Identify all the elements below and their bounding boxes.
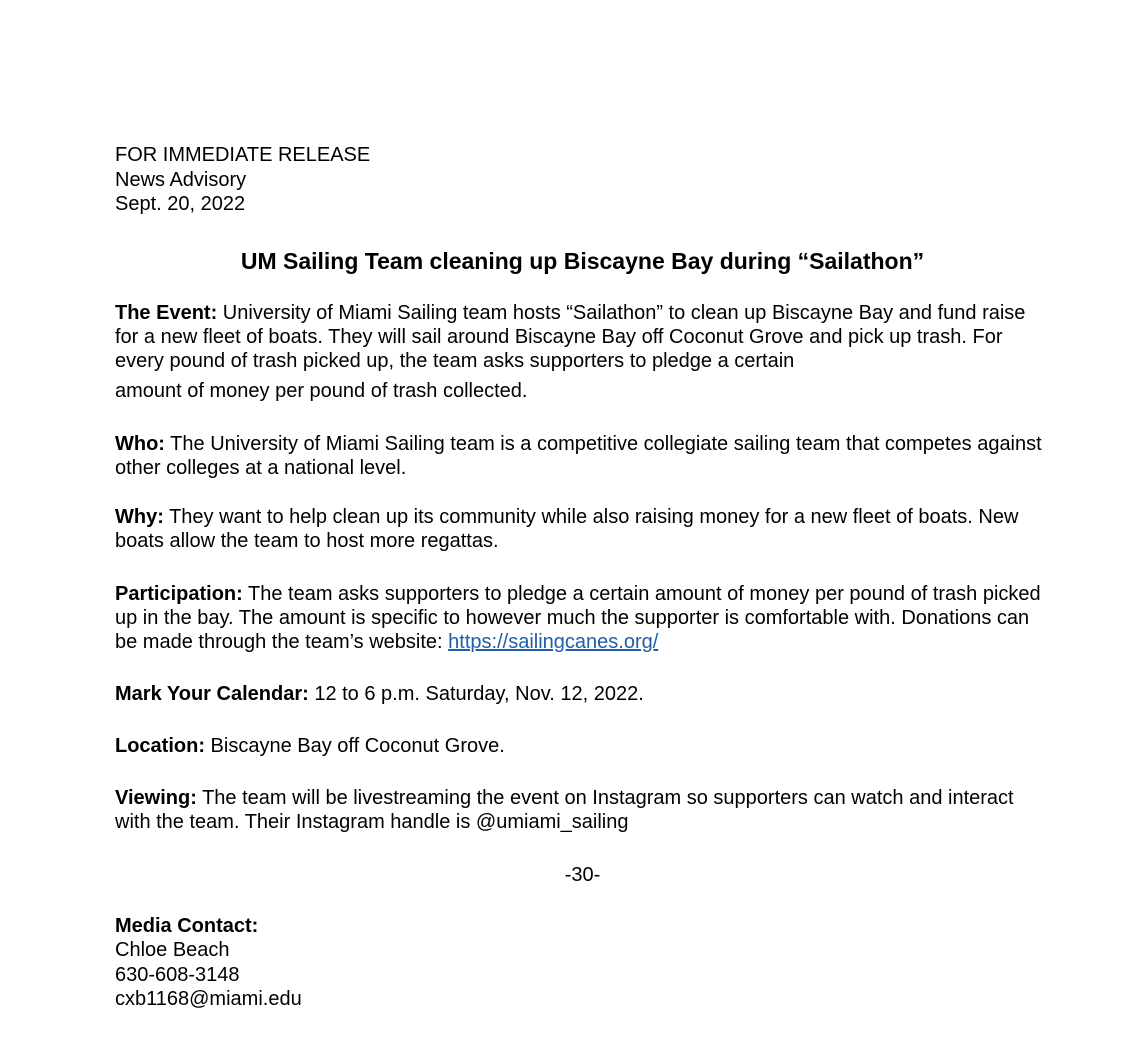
section-participation bbox=[115, 582, 1050, 654]
viewing-label: Viewing: bbox=[115, 786, 197, 809]
media-contact bbox=[115, 914, 1050, 1012]
end-mark: -30- bbox=[564, 863, 601, 886]
contact-email: cxb1168@miami.edu bbox=[115, 988, 302, 1010]
section-who bbox=[115, 432, 1050, 480]
release-status: FOR IMMEDIATE RELEASE bbox=[115, 144, 371, 166]
section-location bbox=[115, 734, 1050, 758]
release-type: News Advisory bbox=[115, 168, 247, 191]
viewing-text: The team will be livestreaming the event on Instagram so supporters can watch and interact with the team. Their Instagram handle is @umiami_sailing bbox=[115, 786, 1014, 833]
headline: UM Sailing Team cleaning up Biscayne Bay during “Sailathon” bbox=[240, 247, 925, 274]
release-header bbox=[115, 143, 1050, 217]
section-viewing bbox=[115, 786, 1050, 834]
contact-phone: 630-608-3148 bbox=[115, 963, 240, 986]
participation-label: Participation: bbox=[115, 582, 243, 605]
event-text: University of Miami Sailing team hosts “Sailathon” to clean up Biscayne Bay and fund raise for a new fleet of boats. They will sail around Biscayne Bay off Coconut Grove and pick up trash. For every pound of trash picked up, the team asks supporters to pledge a certain bbox=[115, 301, 1026, 372]
donation-website-link[interactable]: https://sailingcanes.org/ bbox=[448, 630, 659, 653]
who-text: The University of Miami Sailing team is a competitive collegiate sailing team that competes against other colleges at a national level. bbox=[115, 432, 1042, 479]
calendar-text: 12 to 6 p.m. Saturday, Nov. 12, 2022. bbox=[308, 682, 644, 705]
why-text: They want to help clean up its community while also raising money for a new fleet of boats. New boats allow the team to host more regattas. bbox=[115, 505, 1019, 552]
location-label: Location: bbox=[115, 734, 205, 757]
participation-text: The team asks supporters to pledge a certain amount of money per pound of trash picked up in the bay. The amount is specific to however much the supporter is comfortable with. Donations can be made through the team’s website: bbox=[115, 582, 1041, 653]
why-label: Why: bbox=[115, 505, 164, 528]
event-text-end: amount of money per pound of trash collected. bbox=[115, 379, 528, 402]
calendar-label: Mark Your Calendar: bbox=[115, 682, 309, 705]
contact-name: Chloe Beach bbox=[115, 939, 230, 961]
location-text: Biscayne Bay off Coconut Grove. bbox=[205, 734, 505, 757]
section-event bbox=[115, 301, 1050, 403]
press-release-page bbox=[115, 143, 1050, 1012]
contact-label: Media Contact: bbox=[115, 914, 259, 937]
section-why bbox=[115, 505, 1050, 553]
release-date: Sept. 20, 2022 bbox=[115, 193, 246, 215]
who-label: Who: bbox=[115, 432, 165, 455]
section-calendar bbox=[115, 682, 1050, 706]
event-label: The Event: bbox=[115, 301, 218, 324]
